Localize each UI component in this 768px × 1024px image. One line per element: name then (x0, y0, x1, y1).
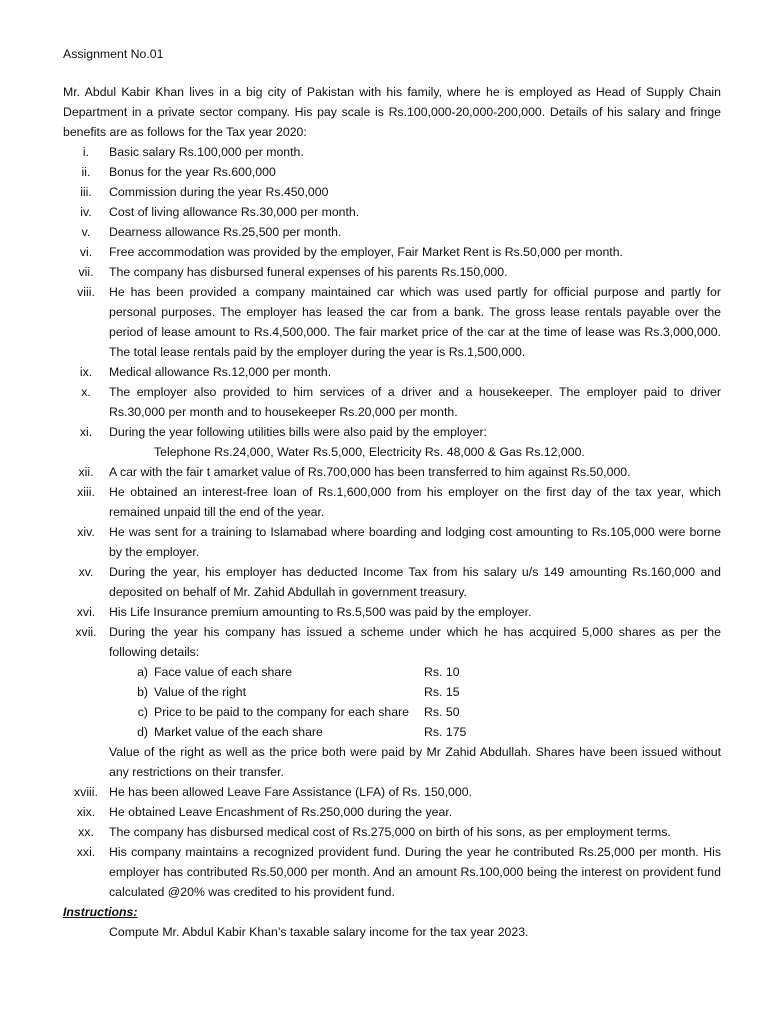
item-body (109, 802, 721, 822)
list-item (63, 422, 721, 462)
item-body (109, 242, 721, 262)
sub-item-label: c) (137, 705, 148, 719)
share-detail-row (109, 702, 721, 722)
item-number: xviii. (74, 785, 98, 799)
list-item (63, 222, 721, 242)
sub-item-label: a) (137, 665, 148, 679)
item-text: He was sent for a training to Islamabad where boarding and lodging cost amounting to Rs.105,000 were borne by the employer. (109, 525, 721, 559)
list-item (63, 782, 721, 802)
sub-item-value: Rs. 10 (424, 665, 460, 679)
item-body (109, 182, 721, 202)
item-body (109, 602, 721, 622)
sub-item-text: Price to be paid to the company for each share (154, 705, 409, 719)
item-number: xvi. (76, 605, 96, 619)
item-body (109, 782, 721, 802)
list-item (63, 482, 721, 522)
item-number: v. (81, 225, 91, 239)
item-body (109, 482, 721, 522)
item-body (109, 842, 721, 902)
item-text: Basic salary Rs.100,000 per month. (109, 145, 304, 159)
list-item (63, 162, 721, 182)
item-body (109, 222, 721, 242)
item-number: xii. (78, 465, 94, 479)
item-number: xv. (78, 565, 94, 579)
item-text: A car with the fair t amarket value of Rs.700,000 has been transferred to him against Rs.50,000. (109, 465, 631, 479)
list-item (63, 822, 721, 842)
item-number: ix. (79, 365, 93, 379)
item-body (109, 462, 721, 482)
sub-item-value: Rs. 15 (424, 685, 460, 699)
list-item (63, 522, 721, 562)
item-body (109, 362, 721, 382)
item-number: xxi. (76, 845, 96, 859)
item-text: Bonus for the year Rs.600,000 (109, 165, 276, 179)
item-number: viii. (77, 285, 95, 299)
item-text: He has been provided a company maintained car which was used partly for official purpose and partly for personal purposes. The employer has leased the car from a bank. The gross lease rentals payable over the period of lease amount to Rs.4,500,000. The fair market price of the car at the time of lease was Rs.3,000,000. The total lease rentals paid by the employer during the year is Rs.1,500,000. (109, 285, 721, 359)
item-body (109, 382, 721, 422)
item-body (109, 282, 721, 362)
sub-item-text: Value of the right (154, 685, 247, 699)
assignment-title: Assignment No.01 (63, 47, 164, 61)
benefits-list (63, 142, 721, 902)
sub-item-text: Face value of each share (154, 665, 293, 679)
item-text: Commission during the year Rs.450,000 (109, 185, 329, 199)
item-body (109, 562, 721, 602)
item-number: xix. (76, 805, 96, 819)
item-body (109, 162, 721, 182)
item-number: iii. (80, 185, 92, 199)
item-followup-text: Value of the right as well as the price both were paid by Mr Zahid Abdullah. Shares have been issued without any restrictions on their transfer. (109, 745, 721, 779)
share-detail-row (109, 662, 721, 682)
list-item (63, 382, 721, 422)
item-number: xi. (79, 425, 93, 439)
item-number: xx. (78, 825, 94, 839)
item-detail: Telephone Rs.24,000, Water Rs.5,000, Electricity Rs. 48,000 & Gas Rs.12,000. (154, 445, 585, 459)
item-number: iv. (80, 205, 92, 219)
list-item (63, 462, 721, 482)
item-number: x. (81, 385, 91, 399)
item-text: Free accommodation was provided by the employer, Fair Market Rent is Rs.50,000 per month. (109, 245, 623, 259)
list-item (63, 622, 721, 782)
share-detail-row (109, 722, 721, 742)
instructions-text: Compute Mr. Abdul Kabir Khan’s taxable salary income for the tax year 2023. (109, 925, 529, 939)
item-text: His company maintains a recognized provident fund. During the year he contributed Rs.25,000 per month. His employer has contributed Rs.50,000 per month. And an amount Rs.100,000 being the interest on provident fund calculated @20% was credited to his provident fund. (109, 845, 721, 899)
item-number: xvii. (75, 625, 97, 639)
item-number: xiii. (77, 485, 95, 499)
item-body (109, 422, 721, 462)
list-item (63, 182, 721, 202)
item-text: He obtained Leave Encashment of Rs.250,000 during the year. (109, 805, 453, 819)
item-number: vii. (78, 265, 94, 279)
item-text: Medical allowance Rs.12,000 per month. (109, 365, 332, 379)
sub-item-label: b) (137, 685, 148, 699)
list-item (63, 562, 721, 602)
sub-item-label: d) (137, 725, 148, 739)
list-item (63, 282, 721, 362)
list-item (63, 202, 721, 222)
item-text: He has been allowed Leave Fare Assistance (LFA) of Rs. 150,000. (109, 785, 472, 799)
list-item (63, 602, 721, 622)
item-body (109, 202, 721, 222)
list-item (63, 802, 721, 822)
item-text: The company has disbursed medical cost of Rs.275,000 on birth of his sons, as per employment terms. (109, 825, 671, 839)
sub-item-text: Market value of the each share (154, 725, 323, 739)
item-body (109, 262, 721, 282)
item-text: During the year his company has issued a scheme under which he has acquired 5,000 shares as per the following details: (109, 625, 721, 659)
item-body (109, 622, 721, 782)
sub-item-value: Rs. 175 (424, 725, 467, 739)
item-text: Cost of living allowance Rs.30,000 per month. (109, 205, 360, 219)
item-number: vi. (79, 245, 93, 259)
sub-item-value: Rs. 50 (424, 705, 460, 719)
item-body (109, 522, 721, 562)
item-number: xiv. (77, 525, 95, 539)
intro-paragraph: Mr. Abdul Kabir Khan lives in a big city of Pakistan with his family, where he is employed as Head of Supply Chain Department in a private sector company. His pay scale is Rs.100,000-20,000-200,000. Details of his salary and fringe benefits are as follows for the Tax year 2020: (63, 85, 721, 139)
item-text: The company has disbursed funeral expenses of his parents Rs.150,000. (109, 265, 508, 279)
item-text: During the year following utilities bills were also paid by the employer: (109, 425, 487, 439)
list-item (63, 842, 721, 902)
item-body (109, 142, 721, 162)
item-body (109, 822, 721, 842)
item-text: During the year, his employer has deducted Income Tax from his salary u/s 149 amounting Rs.160,000 and deposited on behalf of Mr. Zahid Abdullah in government treasury. (109, 565, 721, 599)
list-item (63, 362, 721, 382)
item-text: He obtained an interest-free loan of Rs.1,600,000 from his employer on the first day of the tax year, which remained unpaid till the end of the year. (109, 485, 721, 519)
list-item (63, 262, 721, 282)
list-item (63, 242, 721, 262)
item-number: i. (82, 145, 90, 159)
list-item (63, 142, 721, 162)
item-text: His Life Insurance premium amounting to Rs.5,500 was paid by the employer. (109, 605, 532, 619)
share-detail-row (109, 682, 721, 702)
instructions-heading: Instructions: (63, 905, 138, 919)
item-number: ii. (81, 165, 91, 179)
item-text: The employer also provided to him services of a driver and a housekeeper. The employer paid to driver Rs.30,000 per month and to housekeeper Rs.20,000 per month. (109, 385, 721, 419)
item-text: Dearness allowance Rs.25,500 per month. (109, 225, 342, 239)
